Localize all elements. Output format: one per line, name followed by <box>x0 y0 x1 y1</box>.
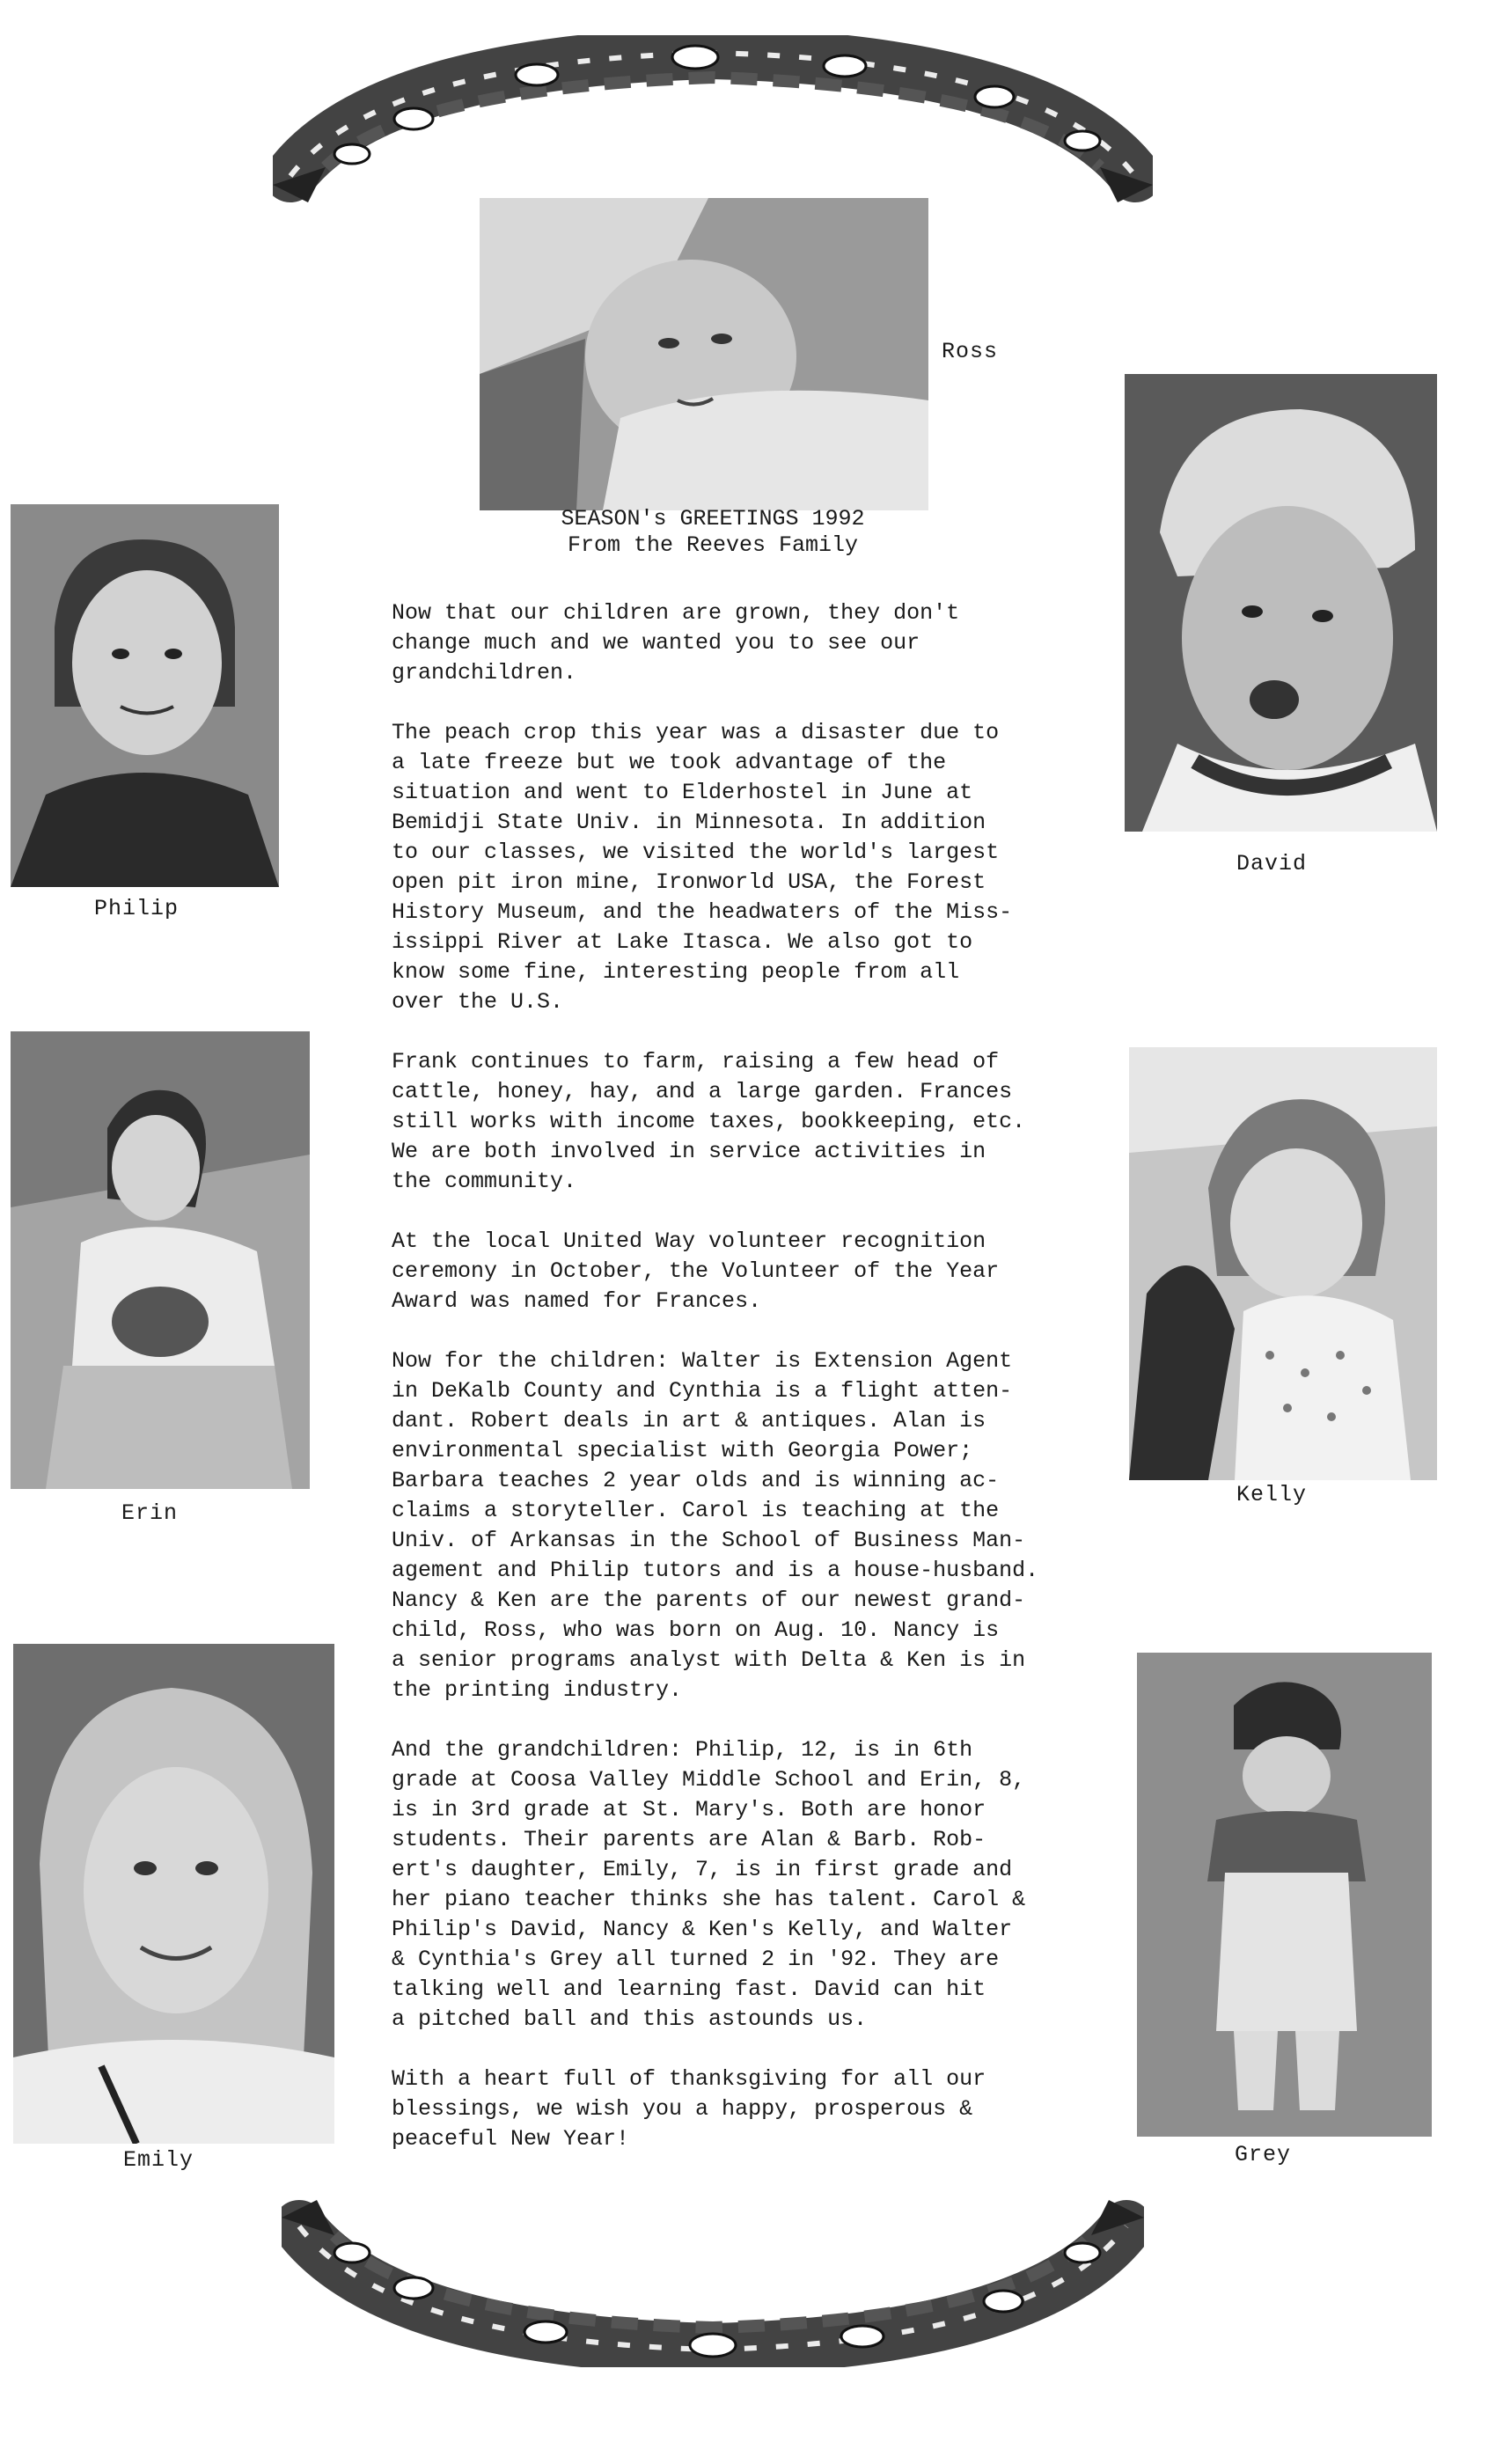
text-line: Award was named for Frances. <box>392 1288 762 1314</box>
text-line: Nancy & Ken are the parents of our newest grand- <box>392 1588 1026 1613</box>
text-line: Univ. of Arkansas in the School of Business Man- <box>392 1528 1026 1553</box>
text-line: a senior programs analyst with Delta & Ken is in <box>392 1647 1026 1673</box>
text-line: ert's daughter, Emily, 7, is in first grade and <box>392 1857 1013 1882</box>
text-line: With a heart full of thanksgiving for all our <box>392 2066 986 2092</box>
text-line: We are both involved in service activities in <box>392 1139 986 1164</box>
ross-caption: Ross <box>942 339 999 364</box>
text-line: cattle, honey, hay, and a large garden. Frances <box>392 1079 1013 1104</box>
paragraph-closing <box>392 2064 1140 2154</box>
text-line: & Cynthia's Grey all turned 2 in '92. They are <box>392 1947 1000 1972</box>
text-line: peaceful New Year! <box>392 2126 630 2152</box>
paragraph-intro <box>392 598 1140 688</box>
text-line: open pit iron mine, Ironworld USA, the Forest <box>392 869 986 895</box>
text-line: Barbara teaches 2 year olds and is winning ac- <box>392 1468 1000 1493</box>
text-line: is in 3rd grade at St. Mary's. Both are honor <box>392 1797 986 1822</box>
philip-photo <box>11 504 279 887</box>
text-line: blessings, we wish you a happy, prosperous & <box>392 2096 973 2122</box>
text-line: child, Ross, who was born on Aug. 10. Nancy is <box>392 1617 1000 1643</box>
text-line: change much and we wanted you to see our <box>392 630 920 656</box>
text-line: Philip's David, Nancy & Ken's Kelly, and Walter <box>392 1917 1013 1942</box>
text-line: issippi River at Lake Itasca. We also got to <box>392 929 973 955</box>
paragraph-farm <box>392 1047 1140 1197</box>
text-line: dant. Robert deals in art & antiques. Alan is <box>392 1408 986 1434</box>
text-line: still works with income taxes, bookkeeping, etc. <box>392 1109 1026 1134</box>
text-line: Now for the children: Walter is Extension Agent <box>392 1348 1013 1374</box>
top-garland <box>273 35 1153 220</box>
text-line: The peach crop this year was a disaster due to <box>392 720 1000 745</box>
text-line: students. Their parents are Alan & Barb. Rob- <box>392 1827 986 1852</box>
text-line: At the local United Way volunteer recognition <box>392 1228 986 1254</box>
text-line: Bemidji State Univ. in Minnesota. In addition <box>392 810 986 835</box>
letter-body <box>392 598 1140 2184</box>
text-line: grade at Coosa Valley Middle School and Erin, 8, <box>392 1767 1026 1793</box>
emily-caption: Emily <box>122 2147 194 2173</box>
david-photo <box>1125 374 1437 832</box>
grey-photo <box>1137 1653 1432 2137</box>
paragraph-grandchildren <box>392 1735 1140 2035</box>
text-line: a pitched ball and this astounds us. <box>392 2006 868 2032</box>
text-line: in DeKalb County and Cynthia is a flight atten- <box>392 1378 1013 1404</box>
text-line: over the U.S. <box>392 989 564 1015</box>
text-line: know some fine, interesting people from all <box>392 959 960 985</box>
text-line: to our classes, we visited the world's largest <box>392 840 1000 865</box>
david-caption: David <box>1236 851 1307 876</box>
text-line: her piano teacher thinks she has talent. Carol & <box>392 1887 1026 1912</box>
erin-caption: Erin <box>121 1500 178 1526</box>
page-title: SEASON's GREETINGS 1992 <box>561 506 865 532</box>
bottom-garland <box>282 2191 1144 2367</box>
text-line: situation and went to Elderhostel in June at <box>392 780 973 805</box>
text-line: environmental specialist with Georgia Power; <box>392 1438 973 1463</box>
greeting-heading <box>528 506 898 559</box>
emily-photo <box>13 1644 334 2144</box>
text-line: Frank continues to farm, raising a few head of <box>392 1049 1000 1074</box>
grey-caption: Grey <box>1234 2142 1291 2167</box>
text-line: grandchildren. <box>392 660 577 686</box>
page-subtitle: From the Reeves Family <box>567 532 859 558</box>
text-line: a late freeze but we took advantage of the <box>392 750 947 775</box>
paragraph-peach-crop <box>392 718 1140 1017</box>
erin-photo <box>11 1031 310 1489</box>
text-line: talking well and learning fast. David can hit <box>392 1976 986 2002</box>
text-line: claims a storyteller. Carol is teaching at the <box>392 1498 1000 1523</box>
text-line: ceremony in October, the Volunteer of the Year <box>392 1258 1000 1284</box>
text-line: History Museum, and the headwaters of the Miss- <box>392 899 1013 925</box>
text-line: the printing industry. <box>392 1677 683 1703</box>
text-line: And the grandchildren: Philip, 12, is in 6th <box>392 1737 973 1763</box>
ross-photo <box>480 198 928 510</box>
text-line: Now that our children are grown, they don't <box>392 600 960 626</box>
kelly-caption: Kelly <box>1236 1482 1307 1507</box>
text-line: the community. <box>392 1169 577 1194</box>
text-line: agement and Philip tutors and is a house-husband. <box>392 1558 1039 1583</box>
kelly-photo <box>1129 1047 1437 1480</box>
paragraph-award <box>392 1227 1140 1316</box>
paragraph-children <box>392 1346 1140 1705</box>
philip-caption: Philip <box>93 896 179 921</box>
